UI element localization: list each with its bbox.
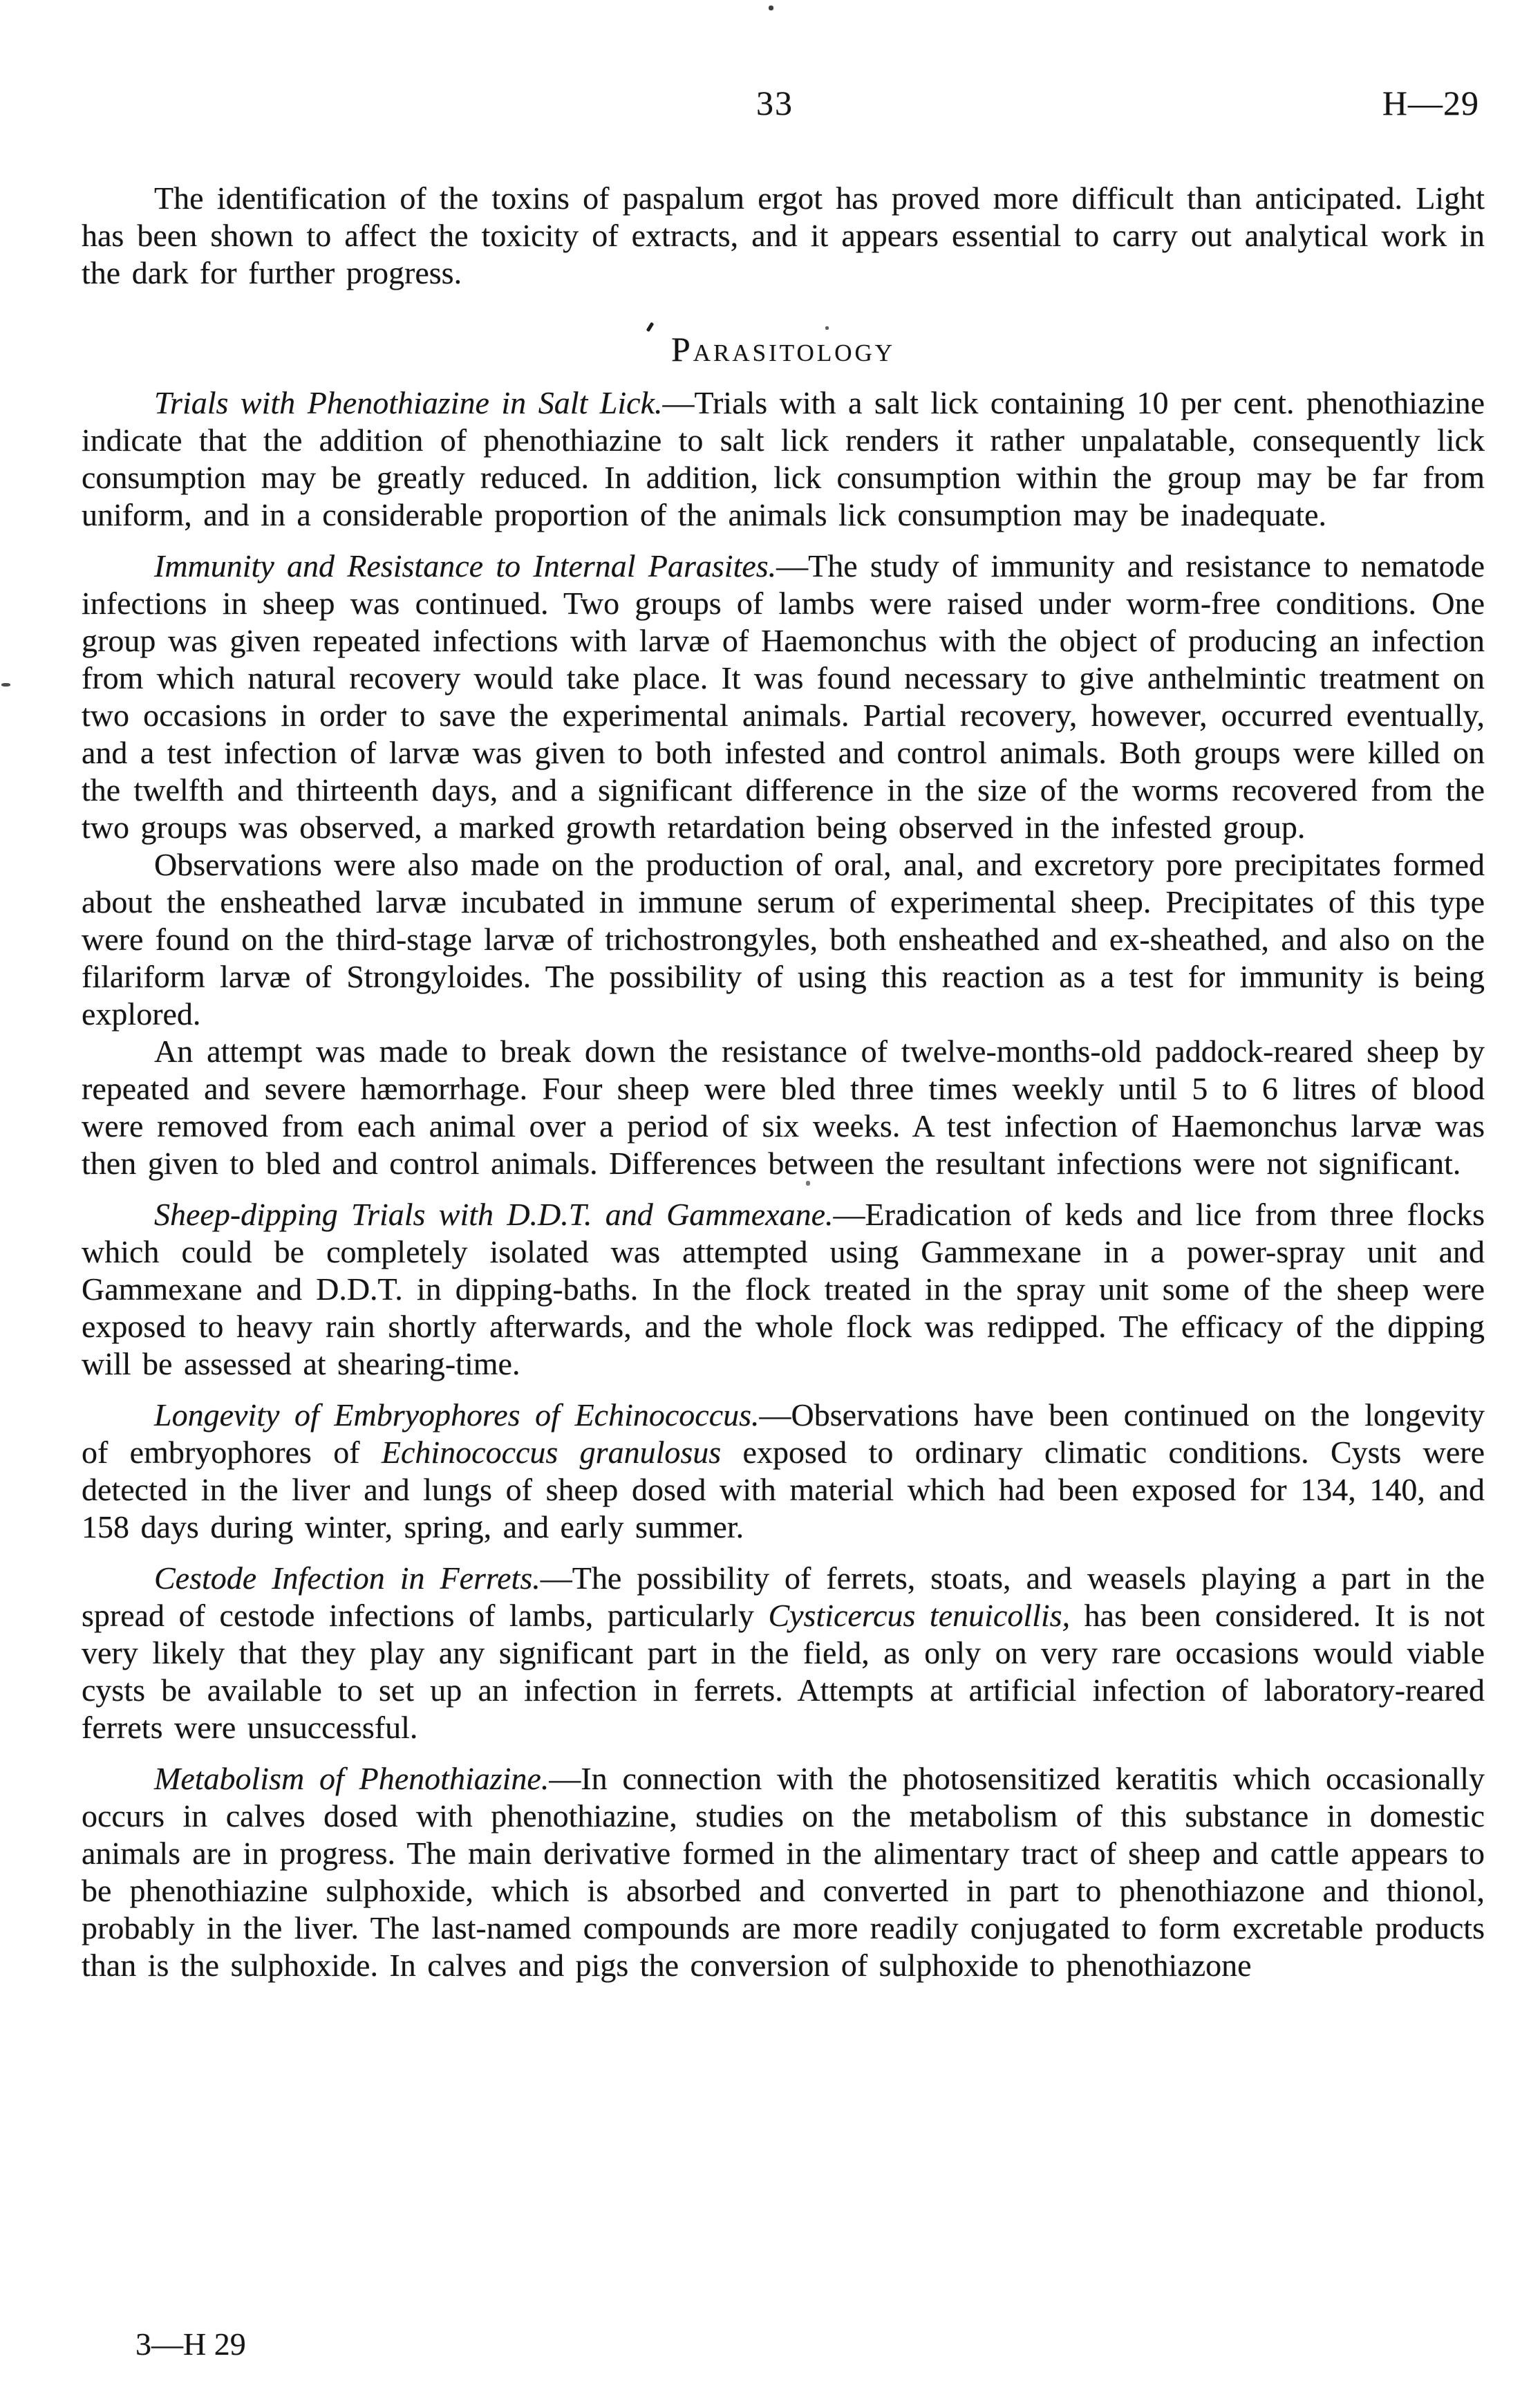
paragraph-echinococcus-longevity [82,1397,1485,1546]
text-run: The identification of the toxins of paspalum ergot has proved more difficult than anticipated. Light has been shown to affect the toxicity of extracts, and it appears essential to carry out analytical work in the dark for further progress. [82,180,1485,290]
text-run: Echinococcus granulosus [381,1435,722,1470]
text-run: —The possibility of ferrets, stoats, and weasels playing a part in the spread of cestode infections of lambs, particularly [82,1560,1485,1633]
paragraph-intro [82,180,1485,292]
page-number: 33 [756,84,794,122]
text-run: Cysticercus tenuicollis, [768,1598,1071,1633]
text-run: has been considered. It is not very likely that they play any significant part in the field, as only on very rare occasions would viable cysts be available to set up an infection in ferrets. Attempts at artificial infection of laboratory-reared ferrets were unsuccessful. [82,1598,1485,1745]
text-run: Trials with Phenothiazine in Salt Lick. [154,385,663,420]
paragraph-phenothiazine-metabolism [82,1760,1485,1984]
scan-speck [1,683,10,687]
paragraph-precipitates-observations [82,846,1485,1033]
text-run: Observations were also made on the production of oral, anal, and excretory pore precipitates formed about the ensheathed larvæ incubated in immune serum of experimental sheep. Precipitates of this type were found on the third-stage larvæ of trichostrongyles, both ensheathed and ex-sheathed, and also on the filariform larvæ of Strongyloides. The possibility of using this reaction as a test for immunity is being explored. [82,847,1485,1032]
paragraph-haemorrhage-attempt [82,1033,1485,1182]
paragraph-cestode-ferrets [82,1560,1485,1746]
text-run: —In connection with the photosensitized keratitis which occasionally occurs in calves dosed with phenothiazine, studies on the metabolism of this substance in domestic animals are in progress. The main derivative formed in the alimentary tract of sheep and cattle appears to be phenothiazine sulphoxide, which is absorbed and converted in part to phenothiazone and thionol, probably in the liver. The last-named compounds are more readily conjugated to form excretable products than is the sulphoxide. In calves and pigs the conversion of sulphoxide to phenothiazone [82,1761,1485,1983]
text-run: Sheep-dipping Trials with D.D.T. and Gammexane. [154,1197,834,1232]
text-run: Longevity of Embryophores of Echinococcus. [154,1397,760,1432]
text-run: exposed to ordinary climatic conditions. Cysts were detected in the liver and lungs of sheep dosed with material which had been exposed for 134, 140, and 158 days during winter, spring, and early summer. [82,1435,1485,1544]
paragraph-immunity-resistance [82,548,1485,846]
text-column [82,180,1485,1984]
text-run: —Trials with a salt lick containing 10 per cent. phenothiazine indicate that the addition of phenothiazine to salt lick renders it rather unpalatable, consequently lick consumption may be greatly reduced. In addition, lick consumption within the group may be far from uniform, and in a considerable proportion of the animals lick consumption may be inadequate. [82,385,1485,532]
paragraph-sheep-dipping-trials [82,1196,1485,1383]
paragraph-salt-lick-trials [82,384,1485,534]
text-run: —Observations have been continued on the longevity of embryophores of [82,1397,1485,1470]
scan-speck [769,6,773,10]
text-run: An attempt was made to break down the resistance of twelve-months-old paddock-reared sheep by repeated and severe hæmorrhage. Four sheep were bled three times weekly until 5 to 6 litres of blood were removed from each animal over a period of six weeks. A test infection of Haemonchus larvæ was then given to bled and control animals. Differences between the resultant infections were not significant. [82,1034,1485,1181]
section-heading [82,330,1485,368]
document-reference: H—29 [1382,84,1479,122]
section-heading-text: Parasitology [670,330,896,368]
text-run: —Eradication of keds and lice from three flocks which could be completely isolated was attempted using Gammexane in a power-spray unit and Gammexane and D.D.T. in dipping-baths. In the flock treated in the spray unit some of the sheep were exposed to heavy rain shortly afterwards, and the whole flock was redipped. The efficacy of the dipping will be assessed at shearing-time. [82,1197,1485,1381]
text-run: Immunity and Resistance to Internal Parasites. [154,548,777,584]
text-run: Cestode Infection in Ferrets. [154,1560,541,1596]
page-footer-signature: 3—H 29 [135,2326,246,2362]
text-run: —The study of immunity and resistance to nematode infections in sheep was continued. Two groups of lambs were raised under worm-free conditions. One group was given repeated infections with larvæ of Haemonchus with the object of producing an infection from which natural recovery would take place. It was found necessary to give anthelmintic treatment on two occasions in order to save the experimental animals. Partial recovery, however, occurred eventually, and a test infection of larvæ was given to both infested and control animals. Both groups were killed on the twelfth and thirteenth days, and a significant difference in the size of the worms recovered from the two groups was observed, a marked growth retardation being observed in the infested group. [82,548,1485,845]
text-run: Metabolism of Phenothiazine. [154,1761,550,1796]
